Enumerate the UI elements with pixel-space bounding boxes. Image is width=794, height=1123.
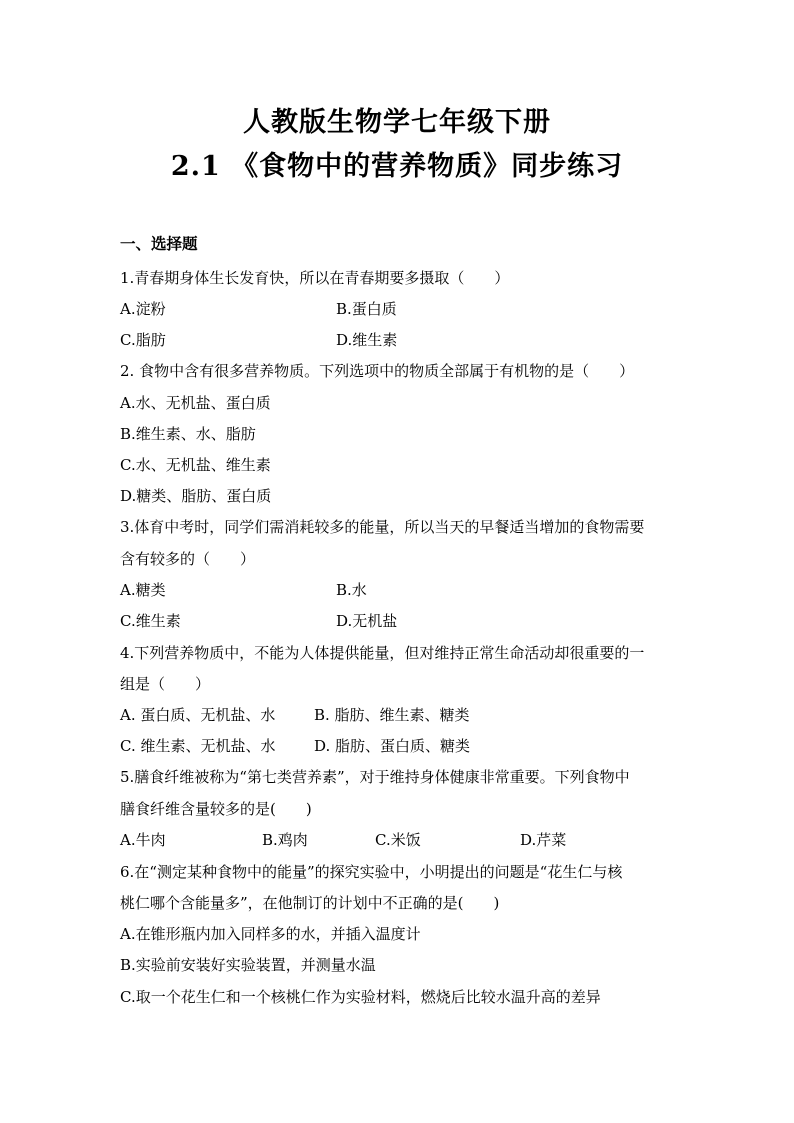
question-6-option-c: C.取一个花生仁和一个核桃仁作为实验材料，燃烧后比较水温升高的差异	[120, 988, 601, 1006]
question-1-stem: 1.青春期身体生长发育快，所以在青春期要多摄取（ ）	[120, 269, 510, 287]
question-1-option-d: D.维生素	[336, 331, 398, 349]
question-3-option-d: D.无机盐	[336, 612, 398, 630]
question-1-option-a: A.淀粉	[120, 300, 166, 318]
question-5-option-d: D.芹菜	[520, 831, 567, 849]
section-heading: 一、选择题	[120, 234, 198, 253]
question-4-option-b: B. 脂肪、维生素、糖类	[314, 706, 470, 724]
question-3-option-c: C.维生素	[120, 612, 181, 630]
question-3-option-a: A.糖类	[120, 581, 166, 599]
question-6-option-b: B.实验前安装好实验装置，并测量水温	[120, 956, 376, 974]
question-2-stem: 2. 食物中含有很多营养物质。下列选项中的物质全部属于有机物的是（ ）	[120, 362, 635, 380]
question-6-stem-line-1: 6.在“测定某种食物中的能量”的探究实验中，小明提出的问题是“花生仁与核	[120, 863, 623, 881]
question-5-option-a: A.牛肉	[120, 831, 166, 849]
question-2-option-d: D.糖类、脂肪、蛋白质	[120, 487, 272, 505]
question-4-option-d: D. 脂肪、蛋白质、糖类	[314, 737, 471, 755]
question-3-stem-line-2: 含有较多的（ ）	[120, 550, 256, 568]
question-2-option-b: B.维生素、水、脂肪	[120, 425, 256, 443]
question-1-option-c: C.脂肪	[120, 331, 166, 349]
question-4-stem-line-1: 4.下列营养物质中，不能为人体提供能量，但对维持正常生命活动却很重要的一	[120, 644, 645, 662]
question-1-option-b: B.蛋白质	[336, 300, 397, 318]
question-6-option-a: A.在锥形瓶内加入同样多的水，并插入温度计	[120, 925, 421, 943]
question-3-stem-line-1: 3.体育中考时，同学们需消耗较多的能量，所以当天的早餐适当增加的食物需要	[120, 518, 645, 536]
question-5-option-c: C.米饭	[375, 831, 421, 849]
question-5-option-b: B.鸡肉	[262, 831, 308, 849]
document-subtitle: 2.1 《食物中的营养物质》同步练习	[170, 151, 624, 182]
question-4-option-c: C. 维生素、无机盐、水	[120, 737, 276, 755]
question-5-stem-line-1: 5.膳食纤维被称为“第七类营养素”，对于维持身体健康非常重要。下列食物中	[120, 768, 630, 786]
question-4-stem-line-2: 组是（ ）	[120, 675, 211, 693]
document-title: 人教版生物学七年级下册	[243, 107, 551, 138]
question-2-option-a: A.水、无机盐、蛋白质	[120, 394, 271, 412]
question-6-stem-line-2: 桃仁哪个含能量多”，在他制订的计划中不正确的是( )	[120, 894, 500, 912]
question-4-option-a: A. 蛋白质、无机盐、水	[120, 706, 276, 724]
question-3-option-b: B.水	[336, 581, 367, 599]
question-5-stem-line-2: 膳食纤维含量较多的是( )	[120, 800, 312, 818]
question-2-option-c: C.水、无机盐、维生素	[120, 456, 271, 474]
